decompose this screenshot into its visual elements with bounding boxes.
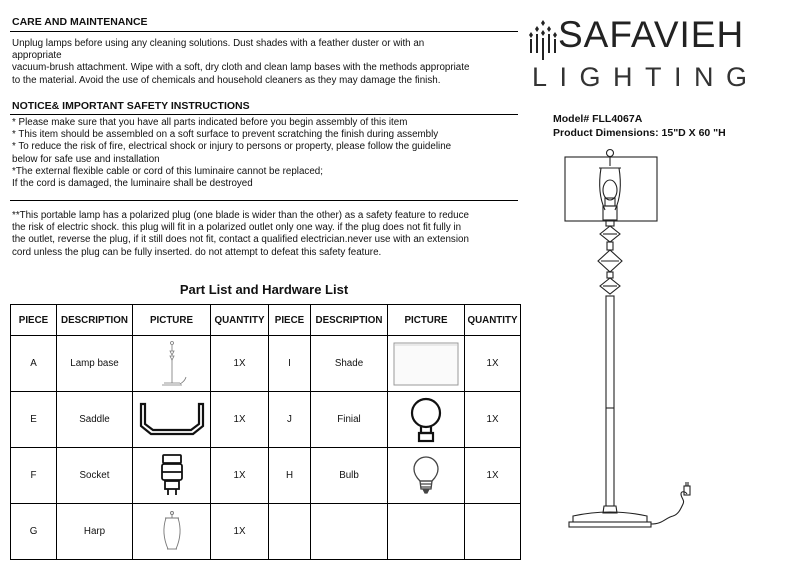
safety-divider	[10, 114, 518, 115]
header-description: DESCRIPTION	[57, 305, 133, 336]
header-quantity: QUANTITY	[465, 305, 521, 336]
header-picture: PICTURE	[133, 305, 211, 336]
care-heading: CARE AND MAINTENANCE	[12, 16, 148, 28]
plug-line: **This portable lamp has a polarized plug (one blade is wider than the other) as a safety feature to reduce	[12, 210, 469, 221]
chandelier-logo-icon	[528, 20, 558, 62]
parts-table	[10, 304, 521, 560]
table-row	[11, 504, 521, 560]
plug-line: the risk of electric shock. this plug will fit in a polarized outlet only one way. if the plug does not fit fully in	[12, 222, 462, 234]
finial-icon	[406, 396, 446, 444]
model-number: Model# FLL4067A	[553, 113, 643, 125]
quantity-cell: 1X	[465, 336, 521, 392]
care-line: Unplug lamps before using any cleaning solutions. Dust shades with a feather duster or with an	[12, 38, 425, 49]
picture-cell	[133, 336, 211, 392]
floor-lamp-illustration	[555, 148, 705, 540]
brand-name: SAFAVIEH	[558, 14, 745, 55]
safety-text	[12, 117, 517, 190]
safety-line: * To reduce the risk of fire, electrical shock or injury to persons or property, please follow the guideline	[12, 141, 452, 153]
safety-line: * Please make sure that you have all parts indicated before you begin assembly of this item	[12, 117, 408, 128]
header-description: DESCRIPTION	[311, 305, 388, 336]
parts-table-title: Part List and Hardware List	[179, 282, 349, 297]
quantity-cell: 1X	[211, 504, 269, 560]
piece-cell: H	[269, 448, 311, 504]
description-cell: Finial	[311, 392, 388, 448]
description-cell: Saddle	[57, 392, 133, 448]
piece-cell: J	[269, 392, 311, 448]
model-info	[553, 113, 726, 140]
safety-line: If the cord is damaged, the luminaire shall be destroyed	[12, 178, 253, 190]
piece-cell: A	[11, 336, 57, 392]
shade-icon	[390, 340, 462, 388]
quantity-cell: 1X	[211, 336, 269, 392]
piece-cell: F	[11, 448, 57, 504]
care-text	[12, 38, 517, 87]
picture-cell	[388, 336, 465, 392]
plug-line: the outlet, reverse the plug, if it still does not fit, contact a qualified electrician.never use with an extension	[12, 234, 469, 246]
parts-table-header	[11, 305, 521, 336]
care-line: vacuum-brush attachment. Wipe with a soft, dry cloth and clean lamp bases with the methods appropriate	[12, 62, 470, 74]
description-cell: Harp	[57, 504, 133, 560]
brand-sub: LIGHTING	[532, 62, 760, 92]
picture-cell	[133, 392, 211, 448]
plug-divider	[10, 200, 518, 201]
brand-logo	[528, 14, 798, 94]
care-line: appropriate	[12, 50, 62, 62]
picture-cell	[388, 392, 465, 448]
product-dimensions: Product Dimensions: 15"D X 60 "H	[553, 126, 726, 139]
piece-cell	[269, 504, 311, 560]
picture-cell	[388, 448, 465, 504]
socket-icon	[152, 453, 192, 499]
header-piece: PIECE	[269, 305, 311, 336]
piece-cell: I	[269, 336, 311, 392]
care-divider	[10, 31, 518, 32]
lamp-base-icon	[152, 339, 192, 389]
description-cell: Bulb	[311, 448, 388, 504]
description-cell: Lamp base	[57, 336, 133, 392]
plug-line: cord unless the plug can be fully inserted. do not attempt to defeat this safety feature.	[12, 246, 382, 258]
safety-line: *The external flexible cable or cord of this luminaire cannot be replaced;	[12, 165, 323, 177]
description-cell: Socket	[57, 448, 133, 504]
safety-line: below for safe use and installation	[12, 153, 160, 165]
picture-cell	[133, 504, 211, 560]
piece-cell: G	[11, 504, 57, 560]
quantity-cell: 1X	[465, 448, 521, 504]
quantity-cell	[465, 504, 521, 560]
safety-line: * This item should be assembled on a soft surface to prevent scratching the finish during assembly	[12, 129, 439, 141]
header-piece: PIECE	[11, 305, 57, 336]
picture-cell	[388, 504, 465, 560]
description-cell	[311, 504, 388, 560]
saddle-icon	[137, 400, 207, 440]
quantity-cell: 1X	[211, 448, 269, 504]
quantity-cell: 1X	[465, 392, 521, 448]
harp-icon	[152, 509, 192, 555]
care-line: to the material. Avoid the use of chemicals and household cleaners as they may damage the finish.	[12, 74, 441, 86]
table-row	[11, 448, 521, 504]
header-picture: PICTURE	[388, 305, 465, 336]
description-cell: Shade	[311, 336, 388, 392]
table-row	[11, 336, 521, 392]
quantity-cell: 1X	[211, 392, 269, 448]
bulb-icon	[406, 453, 446, 499]
picture-cell	[133, 448, 211, 504]
table-row	[11, 392, 521, 448]
piece-cell: E	[11, 392, 57, 448]
plug-text	[12, 210, 517, 259]
safety-heading: NOTICE& IMPORTANT SAFETY INSTRUCTIONS	[12, 100, 250, 112]
header-quantity: QUANTITY	[211, 305, 269, 336]
